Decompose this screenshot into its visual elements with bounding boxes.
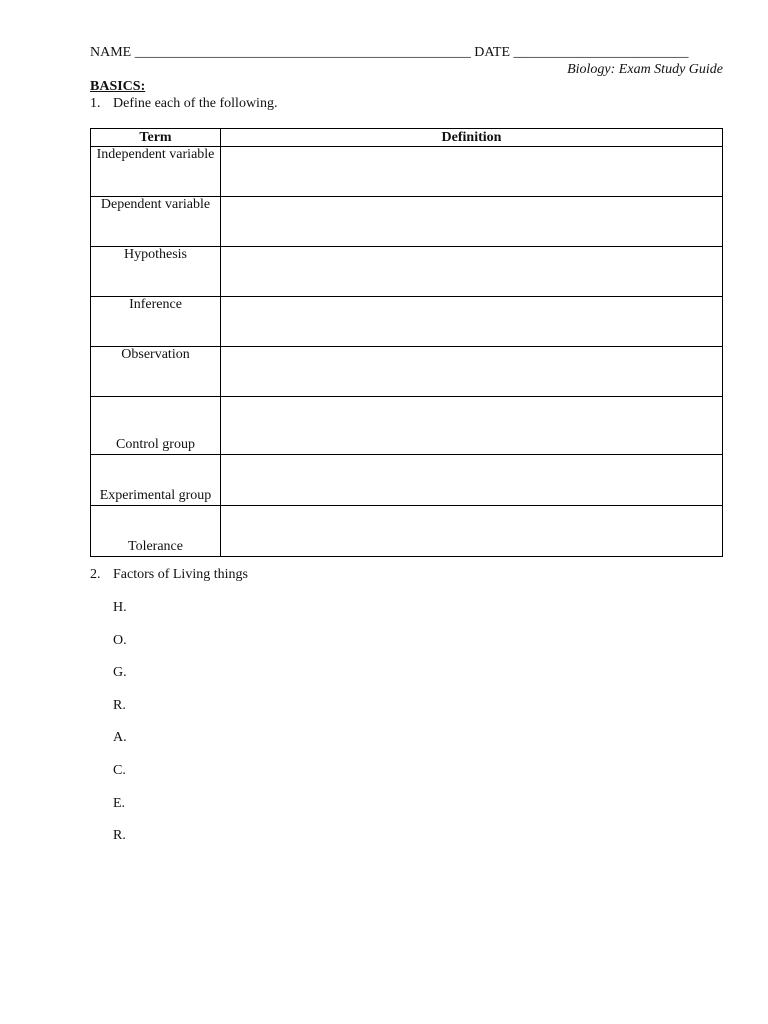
question-1 [90,96,277,112]
table-row [91,147,723,197]
definition-cell[interactable] [221,147,723,197]
list-item: R. [113,697,126,713]
definition-cell[interactable] [221,197,723,247]
definition-column-header: Definition [221,129,723,147]
term-cell: Dependent variable [91,197,221,247]
table-row [91,297,723,347]
list-item: G. [113,665,127,681]
term-column-header: Term [91,129,221,147]
list-item: A. [113,730,127,746]
name-date-line [90,45,689,61]
table-row [91,506,723,557]
section-heading: BASICS: [90,79,146,94]
definition-cell[interactable] [221,397,723,455]
table-row [91,397,723,455]
question-2 [90,567,248,583]
term-cell: Control group [91,397,221,455]
term-cell: Observation [91,347,221,397]
term-cell: Independent variable [91,147,221,197]
name-label: NAME [90,45,132,60]
definition-cell[interactable] [221,297,723,347]
table-row [91,455,723,506]
list-item: O. [113,632,127,648]
question-1-text: Define each of the following. [113,96,278,111]
list-item: H. [113,600,127,615]
table-header-row [91,129,723,147]
term-cell: Tolerance [91,506,221,557]
table-row [91,197,723,247]
table-row [91,247,723,297]
date-label: DATE [474,45,511,60]
term-cell: Inference [91,297,221,347]
document-title: Biology: Exam Study Guide [567,62,723,77]
table-row [91,347,723,397]
term-cell: Experimental group [91,455,221,506]
question-1-number: 1. [90,96,101,111]
definition-cell[interactable] [221,347,723,397]
question-2-number: 2. [90,567,101,582]
list-item: E. [113,795,126,811]
date-field[interactable]: _________________________ [513,45,689,60]
term-cell: Hypothesis [91,247,221,297]
definition-cell[interactable] [221,247,723,297]
acronym-letter-list [113,600,127,861]
question-2-text: Factors of Living things [113,567,248,582]
definition-cell[interactable] [221,506,723,557]
list-item: R. [113,828,126,844]
definitions-table [90,128,723,557]
definition-cell[interactable] [221,455,723,506]
name-field[interactable]: ________________________________________________ [134,45,471,60]
list-item: C. [113,762,126,778]
